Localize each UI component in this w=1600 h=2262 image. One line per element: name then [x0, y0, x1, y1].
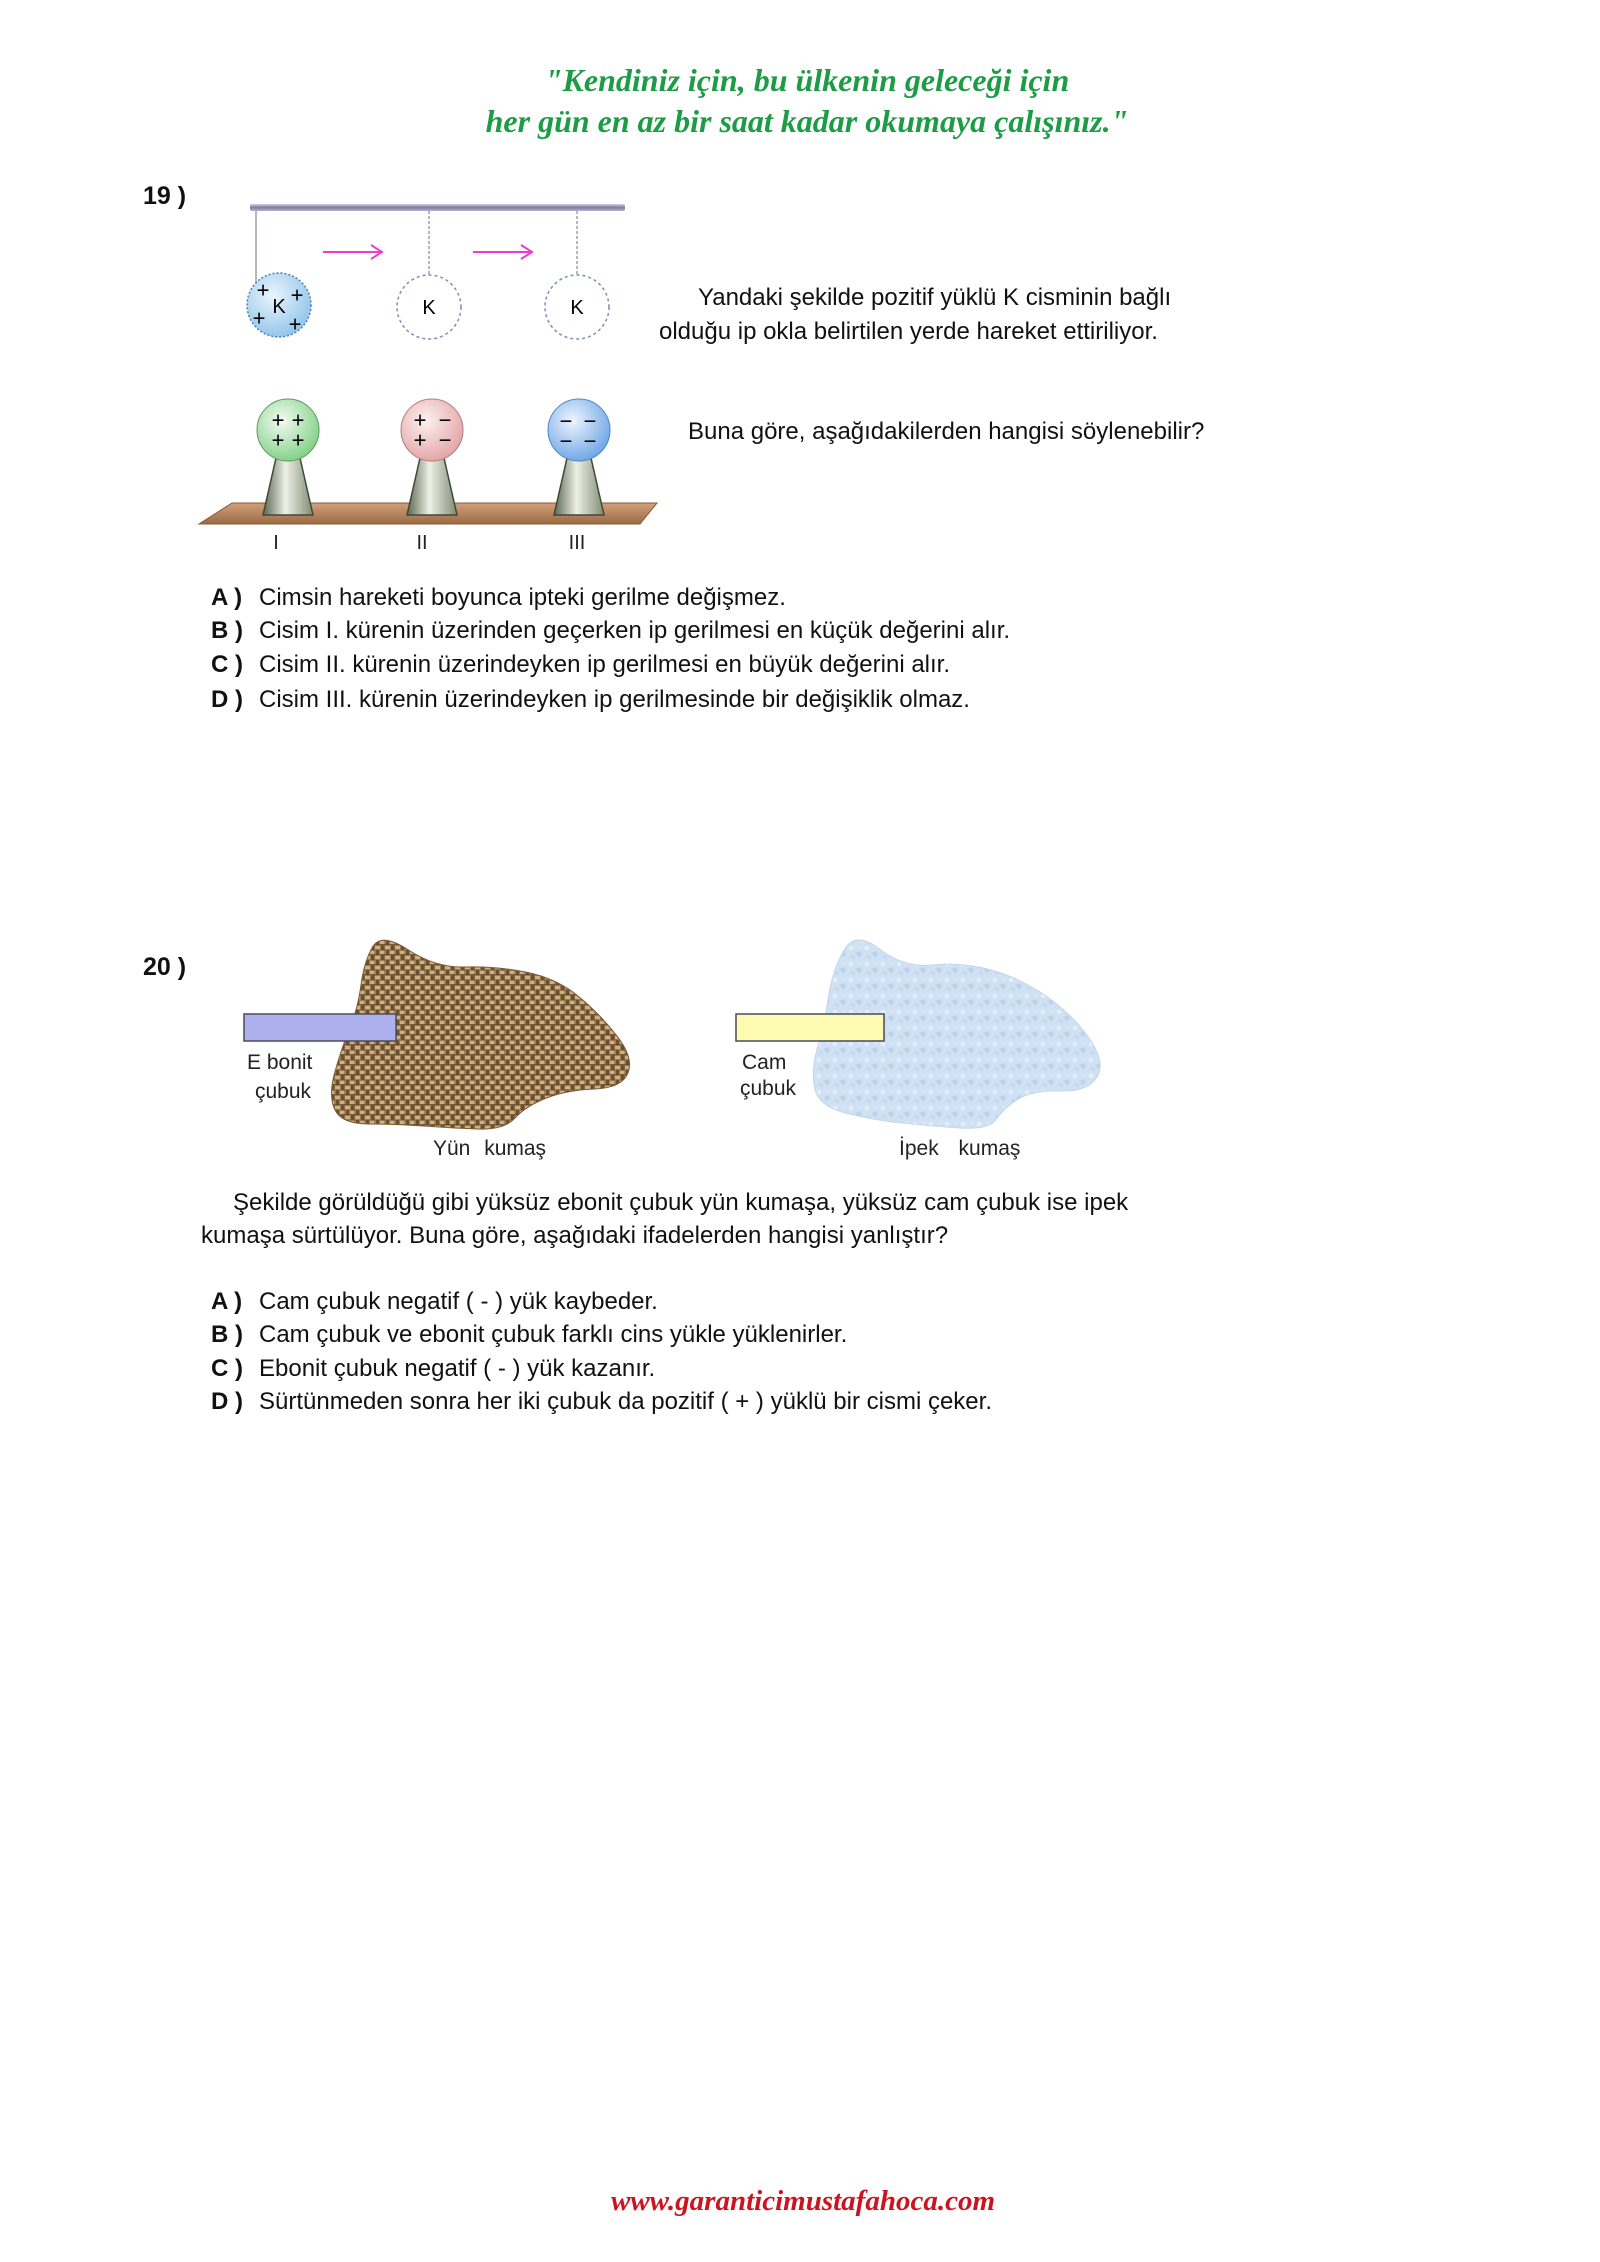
charge-sign: − [583, 408, 597, 434]
charge-sign: + [291, 427, 305, 453]
glass-rod [736, 1014, 884, 1041]
ghost-ball-label: K [570, 297, 584, 319]
question-19-number: 19 ) [143, 182, 187, 210]
ebonit-rod-label-line-2: çubuk [255, 1080, 312, 1103]
option-text: Cimsin hareketi boyunca ipteki gerilme değişmez. [259, 584, 786, 611]
sphere-iii-negative [548, 399, 610, 461]
ebonit-rod-label-line-1: E bonit [247, 1051, 313, 1074]
charge-sign: − [438, 427, 452, 453]
sphere-i-positive [257, 399, 319, 461]
option-text: Cam çubuk negatif ( - ) yük kaybeder. [259, 1288, 658, 1315]
insulating-stand-3 [554, 458, 604, 515]
plus-sign: + [256, 277, 270, 303]
ball-label-k: K [272, 296, 286, 318]
header-quote-line-2: her gün en az bir saat kadar okumaya çalışınız." [485, 103, 1129, 139]
plus-sign: + [290, 282, 304, 308]
stand-label-ii: II [416, 532, 428, 554]
stand-label-iii: III [568, 532, 586, 554]
option-text: Cisim II. kürenin üzerindeyken ip gerilmesi en büyük değerini alır. [259, 651, 950, 678]
charge-sign: + [413, 427, 427, 453]
question-20-stem-line-1: Şekilde görüldüğü gibi yüksüz ebonit çubuk yün kumaşa, yüksüz cam çubuk ise ipek [233, 1189, 1129, 1216]
footer-website: www.garanticimustafahoca.com [610, 2185, 996, 2217]
option-letter: D ) [211, 1388, 243, 1415]
option-text: Ebonit çubuk negatif ( - ) yük kazanır. [259, 1355, 656, 1382]
question-20-stem-line-2: kumaşa sürtülüyor. Buna göre, aşağıdaki ifadelerden hangisi yanlıştır? [201, 1222, 949, 1249]
charge-sign: + [271, 407, 285, 433]
motion-arrow-icon [323, 245, 382, 259]
option-letter: B ) [211, 617, 243, 644]
motion-arrow-icon [473, 245, 532, 259]
question-19-stem-line-2: olduğu ip okla belirtilen yerde hareket ettiriliyor. [659, 318, 1158, 345]
charge-sign: + [291, 407, 305, 433]
plus-sign: + [252, 305, 266, 331]
insulating-stand-2 [407, 458, 457, 515]
option-letter: C ) [211, 1355, 243, 1382]
plus-sign: + [288, 311, 302, 337]
charge-sign: − [438, 407, 452, 433]
option-letter: B ) [211, 1321, 243, 1348]
ebonit-rod [244, 1014, 396, 1041]
option-letter: A ) [211, 584, 243, 611]
sphere-ii-neutral [401, 399, 463, 461]
question-19-prompt: Buna göre, aşağıdakilerden hangisi söylenebilir? [688, 418, 1205, 445]
header-quote-line-1: "Kendiniz için, bu ülkenin geleceği için [544, 62, 1070, 98]
option-text: Cam çubuk ve ebonit çubuk farklı cins yükle yüklenirler. [259, 1321, 848, 1348]
charge-sign: + [271, 427, 285, 453]
option-letter: C ) [211, 651, 243, 678]
option-letter: A ) [211, 1288, 243, 1315]
glass-rod-label-line-2: çubuk [740, 1077, 797, 1100]
wool-fabric-label: Yün kumaş [433, 1137, 547, 1160]
question-19-stem-line-1: Yandaki şekilde pozitif yüklü K cisminin bağlı [698, 284, 1172, 311]
charge-sign: − [559, 408, 573, 434]
support-rod [250, 204, 625, 211]
charge-sign: − [559, 428, 573, 454]
ghost-ball-label: K [422, 297, 436, 319]
question-20-number: 20 ) [143, 953, 187, 981]
option-text: Cisim I. kürenin üzerinden geçerken ip gerilmesi en küçük değerini alır. [259, 617, 1011, 644]
silk-fabric-label: İpek kumaş [899, 1137, 1021, 1160]
charge-sign: − [583, 428, 597, 454]
option-text: Sürtünmeden sonra her iki çubuk da pozitif ( + ) yüklü bir cismi çeker. [259, 1388, 992, 1415]
insulating-stand-1 [263, 458, 313, 515]
option-text: Cisim III. kürenin üzerindeyken ip gerilmesinde bir değişiklik olmaz. [259, 686, 970, 713]
charge-sign: + [413, 407, 427, 433]
stand-label-i: I [273, 532, 279, 554]
option-letter: D ) [211, 686, 243, 713]
glass-rod-label-line-1: Cam [742, 1051, 787, 1074]
